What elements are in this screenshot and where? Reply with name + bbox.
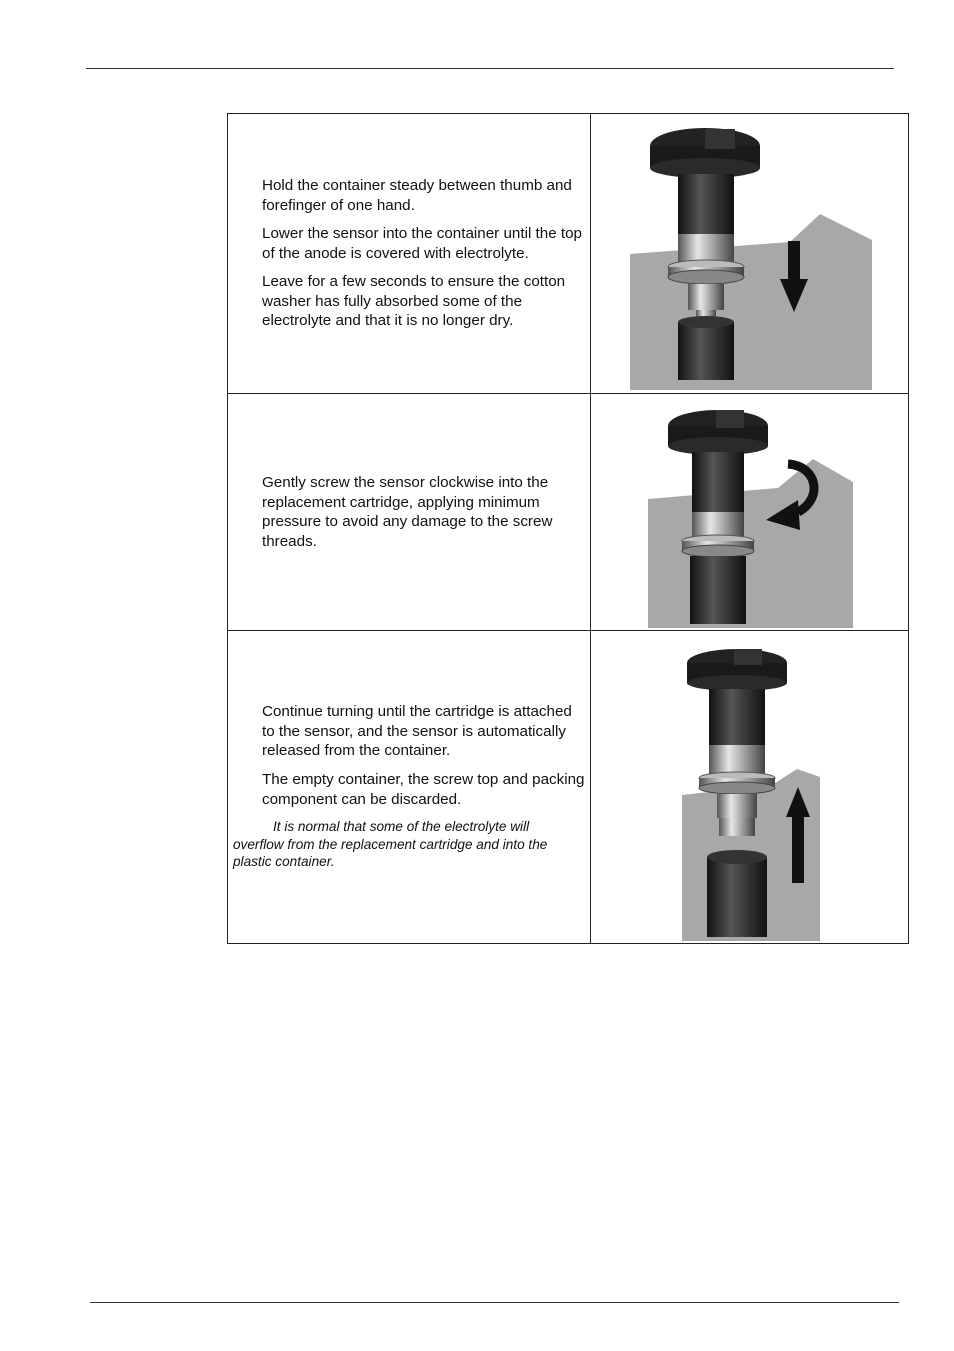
step-3-paragraph-2: The empty container, the screw top and packing component can be discarded. [262,771,585,808]
step-1-paragraph-1: Hold the container steady between thumb and forefinger of one hand. [262,177,572,214]
step-3-image-cell [591,631,908,943]
step-2-paragraph-1: Gently screw the sensor clockwise into the replacement cartridge, applying minimum pressure to avoid any damage to the screw threads. [262,474,553,550]
footer-rule [90,1302,899,1303]
step-2-text-cell [228,394,591,630]
step-3-text-cell [228,631,591,943]
step-1-paragraph-2: Lower the sensor into the container until the top of the anode is covered with electrolyte. [262,225,582,262]
header-rule [86,68,894,69]
step-row-2 [228,394,908,631]
step-1-text-cell [228,114,591,393]
step-1-image-cell [591,114,908,393]
container-backdrop [630,214,872,390]
step-3-paragraph-1: Continue turning until the cartridge is attached to the sensor, and the sensor is automatically released from the container. [262,703,572,759]
step-row-3 [228,631,908,943]
sensor-release-illustration [682,645,822,941]
sensor-screwing-illustration [648,404,853,628]
step-3-note: It is normal that some of the electrolyte will overflow from the replacement cartridge and into the plastic container. [233,819,548,869]
instruction-table [227,113,909,944]
step-row-1 [228,114,908,394]
step-2-image-cell [591,394,908,630]
step-1-paragraph-3: Leave for a few seconds to ensure the cotton washer has fully absorbed some of the electrolyte and that it is no longer dry. [262,273,566,329]
arrow-down-shaft [788,241,800,283]
arrow-up-shaft [792,813,804,883]
sensor-insertion-illustration [630,124,872,390]
